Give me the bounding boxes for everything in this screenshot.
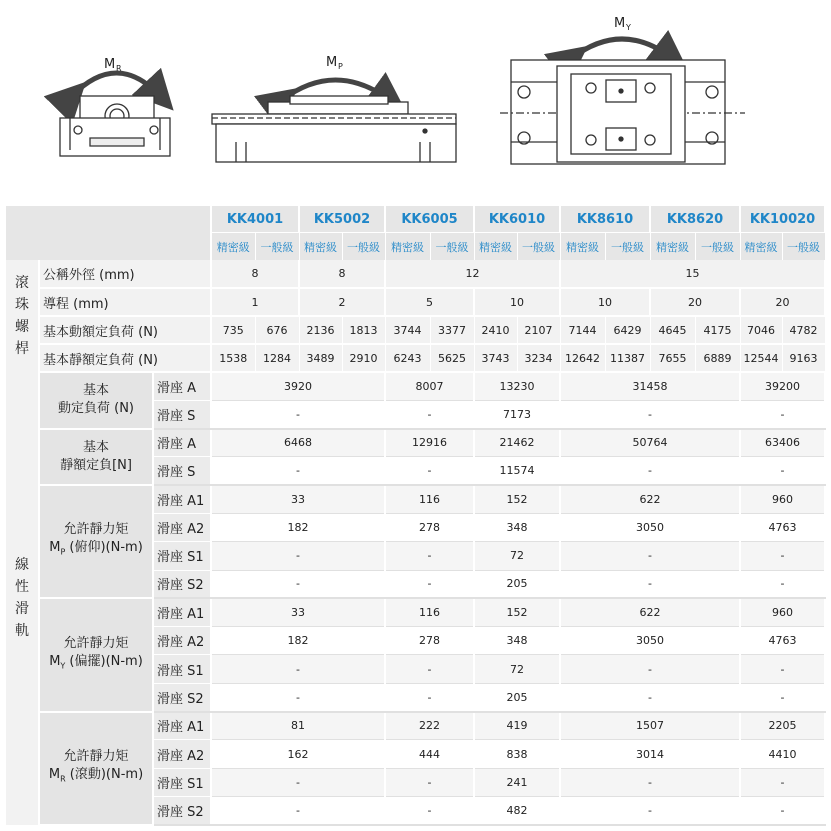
- my-diagram: [500, 39, 745, 164]
- ball-screw-row: [6, 260, 825, 288]
- property-label: [39, 429, 153, 486]
- value-cell: 8: [299, 260, 385, 288]
- value-cell: -: [385, 768, 474, 796]
- my-label-sub: Y: [626, 23, 631, 32]
- value-cell: -: [211, 570, 385, 598]
- value-cell: 182: [211, 513, 385, 541]
- value-cell: -: [211, 457, 385, 485]
- value-cell: 31458: [560, 372, 740, 400]
- value-cell: 2205: [740, 712, 825, 740]
- value-cell: -: [560, 400, 740, 428]
- value-cell: 7046: [740, 316, 782, 344]
- value-cell: 12544: [740, 344, 782, 372]
- value-cell: 4763: [740, 627, 825, 655]
- property-label-line1: 基本: [82, 383, 109, 399]
- value-cell: 3014: [560, 740, 740, 768]
- slide-label: 滑座 S2: [153, 683, 211, 711]
- grade-general: 一般級: [430, 233, 474, 261]
- value-cell: -: [560, 457, 740, 485]
- grade-precision: 精密級: [474, 233, 517, 261]
- value-cell: 116: [385, 598, 474, 626]
- value-cell: -: [385, 570, 474, 598]
- value-cell: 11387: [605, 344, 650, 372]
- value-cell: 6889: [695, 344, 740, 372]
- value-cell: 39200: [740, 372, 825, 400]
- model-kk8610: KK8610: [560, 206, 650, 233]
- grade-precision: 精密級: [299, 233, 342, 261]
- value-cell: 2136: [299, 316, 342, 344]
- value-cell: 278: [385, 627, 474, 655]
- moment-subscript: R: [60, 774, 66, 784]
- row-label: 基本動額定負荷 (N): [39, 316, 211, 344]
- value-cell: -: [740, 542, 825, 570]
- ball-screw-group-label: [6, 260, 39, 372]
- value-cell: 3744: [385, 316, 430, 344]
- linear-guide-section: [6, 372, 825, 825]
- value-cell: 12642: [560, 344, 605, 372]
- value-cell: 33: [211, 598, 385, 626]
- ball-screw-section: [6, 260, 825, 372]
- row-label: 公稱外徑 (mm): [39, 260, 211, 288]
- value-cell: 72: [474, 655, 560, 683]
- value-cell: 21462: [474, 429, 560, 457]
- property-label-line2: [40, 766, 152, 789]
- value-cell: 676: [255, 316, 299, 344]
- value-cell: 1538: [211, 344, 255, 372]
- header-corner: [6, 206, 211, 260]
- value-cell: -: [211, 768, 385, 796]
- value-cell: -: [740, 655, 825, 683]
- property-label-line1: 基本: [82, 439, 109, 455]
- value-cell: 3050: [560, 513, 740, 541]
- value-cell: 33: [211, 485, 385, 513]
- value-cell: -: [740, 796, 825, 824]
- slide-label: 滑座 A2: [153, 627, 211, 655]
- slide-label: 滑座 S1: [153, 655, 211, 683]
- value-cell: 222: [385, 712, 474, 740]
- row-label: 基本靜額定負荷 (N): [39, 344, 211, 372]
- property-label: [39, 712, 153, 825]
- value-cell: -: [560, 768, 740, 796]
- property-label-line2: [40, 539, 152, 562]
- value-cell: -: [385, 796, 474, 824]
- slide-label: 滑座 S2: [153, 796, 211, 824]
- value-cell: 1: [211, 288, 299, 316]
- mp-diagram: [212, 80, 456, 162]
- value-cell: 12: [385, 260, 560, 288]
- value-cell: 2107: [517, 316, 560, 344]
- moment-symbol: M: [48, 766, 61, 782]
- property-label-line1: 允許靜力矩: [63, 748, 129, 764]
- moment-unit: (滾動)(N-m): [65, 766, 144, 782]
- value-cell: 20: [650, 288, 740, 316]
- slide-label: 滑座 A2: [153, 513, 211, 541]
- grade-general: 一般級: [605, 233, 650, 261]
- grade-general: 一般級: [342, 233, 385, 261]
- value-cell: 20: [740, 288, 825, 316]
- moment-symbol: M: [49, 653, 61, 669]
- value-cell: 444: [385, 740, 474, 768]
- linear-guide-row: [6, 485, 825, 513]
- property-label-line2: 靜額定負[N]: [60, 457, 132, 473]
- model-kk6005: KK6005: [385, 206, 474, 233]
- value-cell: 3377: [430, 316, 474, 344]
- value-cell: -: [560, 796, 740, 824]
- linear-guide-group-label: [6, 372, 39, 825]
- property-label-line1: 允許靜力矩: [63, 522, 129, 538]
- value-cell: 4763: [740, 513, 825, 541]
- value-cell: -: [211, 796, 385, 824]
- ball-screw-row: [6, 288, 825, 316]
- model-header-row: [6, 206, 825, 233]
- grade-precision: 精密級: [740, 233, 782, 261]
- value-cell: 960: [740, 598, 825, 626]
- value-cell: 15: [560, 260, 825, 288]
- moment-diagrams: [0, 0, 831, 205]
- slide-label: 滑座 A1: [153, 598, 211, 626]
- value-cell: -: [560, 655, 740, 683]
- moment-unit: (偏擺)(N-m): [65, 653, 143, 669]
- grade-precision: 精密級: [385, 233, 430, 261]
- value-cell: -: [385, 683, 474, 711]
- grade-precision: 精密級: [650, 233, 695, 261]
- grade-precision: 精密級: [211, 233, 255, 261]
- grade-precision: 精密級: [560, 233, 605, 261]
- value-cell: 50764: [560, 429, 740, 457]
- linear-guide-row: [6, 712, 825, 740]
- mr-label: M: [104, 57, 116, 72]
- model-kk6010: KK6010: [474, 206, 560, 233]
- linear-guide-group-text: 線性滑軌: [15, 557, 29, 640]
- value-cell: 152: [474, 598, 560, 626]
- grade-general: 一般級: [255, 233, 299, 261]
- property-label: [39, 485, 153, 598]
- value-cell: 3743: [474, 344, 517, 372]
- slide-label: 滑座 A1: [153, 712, 211, 740]
- value-cell: 622: [560, 485, 740, 513]
- value-cell: -: [740, 570, 825, 598]
- model-kk5002: KK5002: [299, 206, 385, 233]
- ball-screw-group-text: 滾珠螺桿: [15, 275, 29, 357]
- value-cell: 81: [211, 712, 385, 740]
- value-cell: -: [385, 400, 474, 428]
- my-label: M: [614, 16, 626, 31]
- value-cell: 2: [299, 288, 385, 316]
- value-cell: -: [385, 655, 474, 683]
- value-cell: -: [740, 683, 825, 711]
- value-cell: -: [211, 400, 385, 428]
- value-cell: 4175: [695, 316, 740, 344]
- value-cell: 12916: [385, 429, 474, 457]
- value-cell: -: [740, 457, 825, 485]
- spec-table: [6, 206, 826, 826]
- value-cell: 4782: [782, 316, 825, 344]
- slide-label: 滑座 A2: [153, 740, 211, 768]
- value-cell: 1813: [342, 316, 385, 344]
- mp-label-sub: P: [338, 62, 343, 71]
- value-cell: 2910: [342, 344, 385, 372]
- ball-screw-row: [6, 344, 825, 372]
- value-cell: 116: [385, 485, 474, 513]
- value-cell: 9163: [782, 344, 825, 372]
- slide-label: 滑座 S1: [153, 542, 211, 570]
- value-cell: -: [560, 542, 740, 570]
- value-cell: 735: [211, 316, 255, 344]
- value-cell: -: [560, 570, 740, 598]
- value-cell: -: [211, 683, 385, 711]
- value-cell: -: [740, 400, 825, 428]
- moment-subscript: P: [60, 548, 66, 558]
- value-cell: 7144: [560, 316, 605, 344]
- slide-label: 滑座 A: [153, 372, 211, 400]
- value-cell: 205: [474, 570, 560, 598]
- property-label-line1: 允許靜力矩: [63, 635, 129, 651]
- slide-label: 滑座 S: [153, 457, 211, 485]
- slide-label: 滑座 S1: [153, 768, 211, 796]
- my-arrow: [572, 39, 672, 58]
- value-cell: 3920: [211, 372, 385, 400]
- property-label: [39, 598, 153, 711]
- linear-guide-row: [6, 429, 825, 457]
- value-cell: 5: [385, 288, 474, 316]
- value-cell: 482: [474, 796, 560, 824]
- value-cell: 3234: [517, 344, 560, 372]
- value-cell: 182: [211, 627, 385, 655]
- value-cell: 838: [474, 740, 560, 768]
- value-cell: 348: [474, 627, 560, 655]
- model-kk4001: KK4001: [211, 206, 299, 233]
- value-cell: 348: [474, 513, 560, 541]
- value-cell: 1284: [255, 344, 299, 372]
- value-cell: 6429: [605, 316, 650, 344]
- value-cell: 419: [474, 712, 560, 740]
- value-cell: 4410: [740, 740, 825, 768]
- value-cell: -: [385, 542, 474, 570]
- value-cell: 8007: [385, 372, 474, 400]
- value-cell: 205: [474, 683, 560, 711]
- property-label-line2: 動定負荷 (N): [57, 401, 134, 417]
- value-cell: 7655: [650, 344, 695, 372]
- value-cell: -: [211, 655, 385, 683]
- value-cell: 72: [474, 542, 560, 570]
- mp-label: M: [326, 55, 338, 70]
- property-label: [39, 372, 153, 429]
- model-kk8620: KK8620: [650, 206, 740, 233]
- value-cell: 3489: [299, 344, 342, 372]
- value-cell: 8: [211, 260, 299, 288]
- grade-general: 一般級: [517, 233, 560, 261]
- value-cell: 1507: [560, 712, 740, 740]
- value-cell: -: [385, 457, 474, 485]
- value-cell: 278: [385, 513, 474, 541]
- model-kk10020: KK10020: [740, 206, 825, 233]
- value-cell: 3050: [560, 627, 740, 655]
- moment-unit: (俯仰)(N-m): [65, 540, 143, 556]
- row-label: 導程 (mm): [39, 288, 211, 316]
- value-cell: 6468: [211, 429, 385, 457]
- value-cell: -: [211, 542, 385, 570]
- grade-general: 一般級: [782, 233, 825, 261]
- value-cell: 622: [560, 598, 740, 626]
- mr-arrow: [72, 73, 160, 96]
- value-cell: 7173: [474, 400, 560, 428]
- value-cell: 10: [560, 288, 650, 316]
- grade-general: 一般級: [695, 233, 740, 261]
- value-cell: 152: [474, 485, 560, 513]
- value-cell: 10: [474, 288, 560, 316]
- moment-subscript: Y: [60, 661, 66, 671]
- value-cell: 4645: [650, 316, 695, 344]
- mr-label-sub: R: [116, 64, 122, 73]
- slide-label: 滑座 A1: [153, 485, 211, 513]
- value-cell: 5625: [430, 344, 474, 372]
- value-cell: 960: [740, 485, 825, 513]
- value-cell: 63406: [740, 429, 825, 457]
- slide-label: 滑座 S: [153, 400, 211, 428]
- value-cell: -: [740, 768, 825, 796]
- moment-symbol: M: [49, 540, 61, 556]
- value-cell: 162: [211, 740, 385, 768]
- slide-label: 滑座 A: [153, 429, 211, 457]
- mr-diagram: [60, 73, 170, 156]
- value-cell: 11574: [474, 457, 560, 485]
- slide-label: 滑座 S2: [153, 570, 211, 598]
- linear-guide-row: [6, 372, 825, 400]
- value-cell: 2410: [474, 316, 517, 344]
- property-label-line2: [40, 653, 152, 676]
- linear-guide-row: [6, 598, 825, 626]
- ball-screw-row: [6, 316, 825, 344]
- value-cell: 13230: [474, 372, 560, 400]
- value-cell: 6243: [385, 344, 430, 372]
- value-cell: -: [560, 683, 740, 711]
- value-cell: 241: [474, 768, 560, 796]
